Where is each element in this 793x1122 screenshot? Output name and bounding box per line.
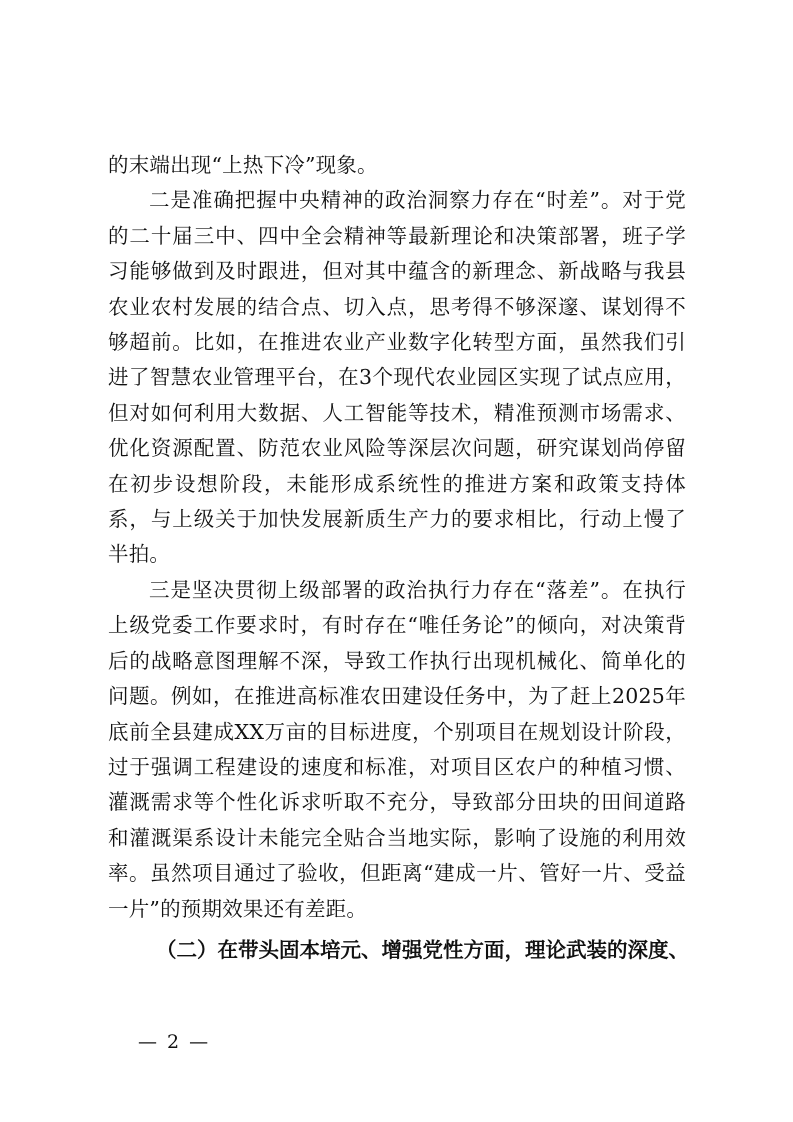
paragraph-point-two (108, 183, 686, 572)
section-heading: （二）在带头固本培元、增强党性方面，理论武装的深度、 (156, 937, 689, 962)
paragraph-lead: 三是 (149, 577, 192, 602)
paragraph-point-three (108, 573, 686, 927)
document-body (108, 148, 689, 968)
paragraph-continuation (108, 148, 686, 183)
page-number: — 2 — (138, 1031, 211, 1053)
paragraph-lead: 二是 (149, 188, 192, 213)
paragraph-text: 的末端出现“上热下冷”现象。 (108, 153, 378, 177)
paragraph-text: 坚决贯彻上级部署的政治执行力存在“落差”。在执行上级党委工作要求时，有时存在“唯任务论”的倾向，对决策背后的战略意图理解不深，导致工作执行出现机械化、简单化的问题。例如，在推进高标准农田建设任务中，为了赶上2025年底前全县建成XX万亩的目标进度，个别项目在规划设计阶段，过于强调工程建设的速度和标准，对项目区农户的种植习惯、灌溉需求等个性化诉求听取不充分，导致部分田块的田间道路和灌溉渠系设计未能完全贴合当地实际，影响了设施的利用效率。虽然项目通过了验收，但距离“建成一片、管好一片、受益一片”的预期效果还有差距。 (108, 577, 686, 921)
paragraph-text: 准确把握中央精神的政治洞察力存在“时差”。对于党的二十届三中、四中全会精神等最新理论和决策部署，班子学习能够做到及时跟进，但对其中蕴含的新理念、新战略与我县农业农村发展的结合点、切入点，思考得不够深邃、谋划得不够超前。比如，在推进农业产业数字化转型方面，虽然我们引进了智慧农业管理平台，在3个现代农业园区实现了试点应用，但对如何利用大数据、人工智能等技术，精准预测市场需求、优化资源配置、防范农业风险等深层次问题，研究谋划尚停留在初步设想阶段，未能形成系统性的推进方案和政策支持体系，与上级关于加快发展新质生产力的要求相比，行动上慢了半拍。 (108, 188, 686, 567)
